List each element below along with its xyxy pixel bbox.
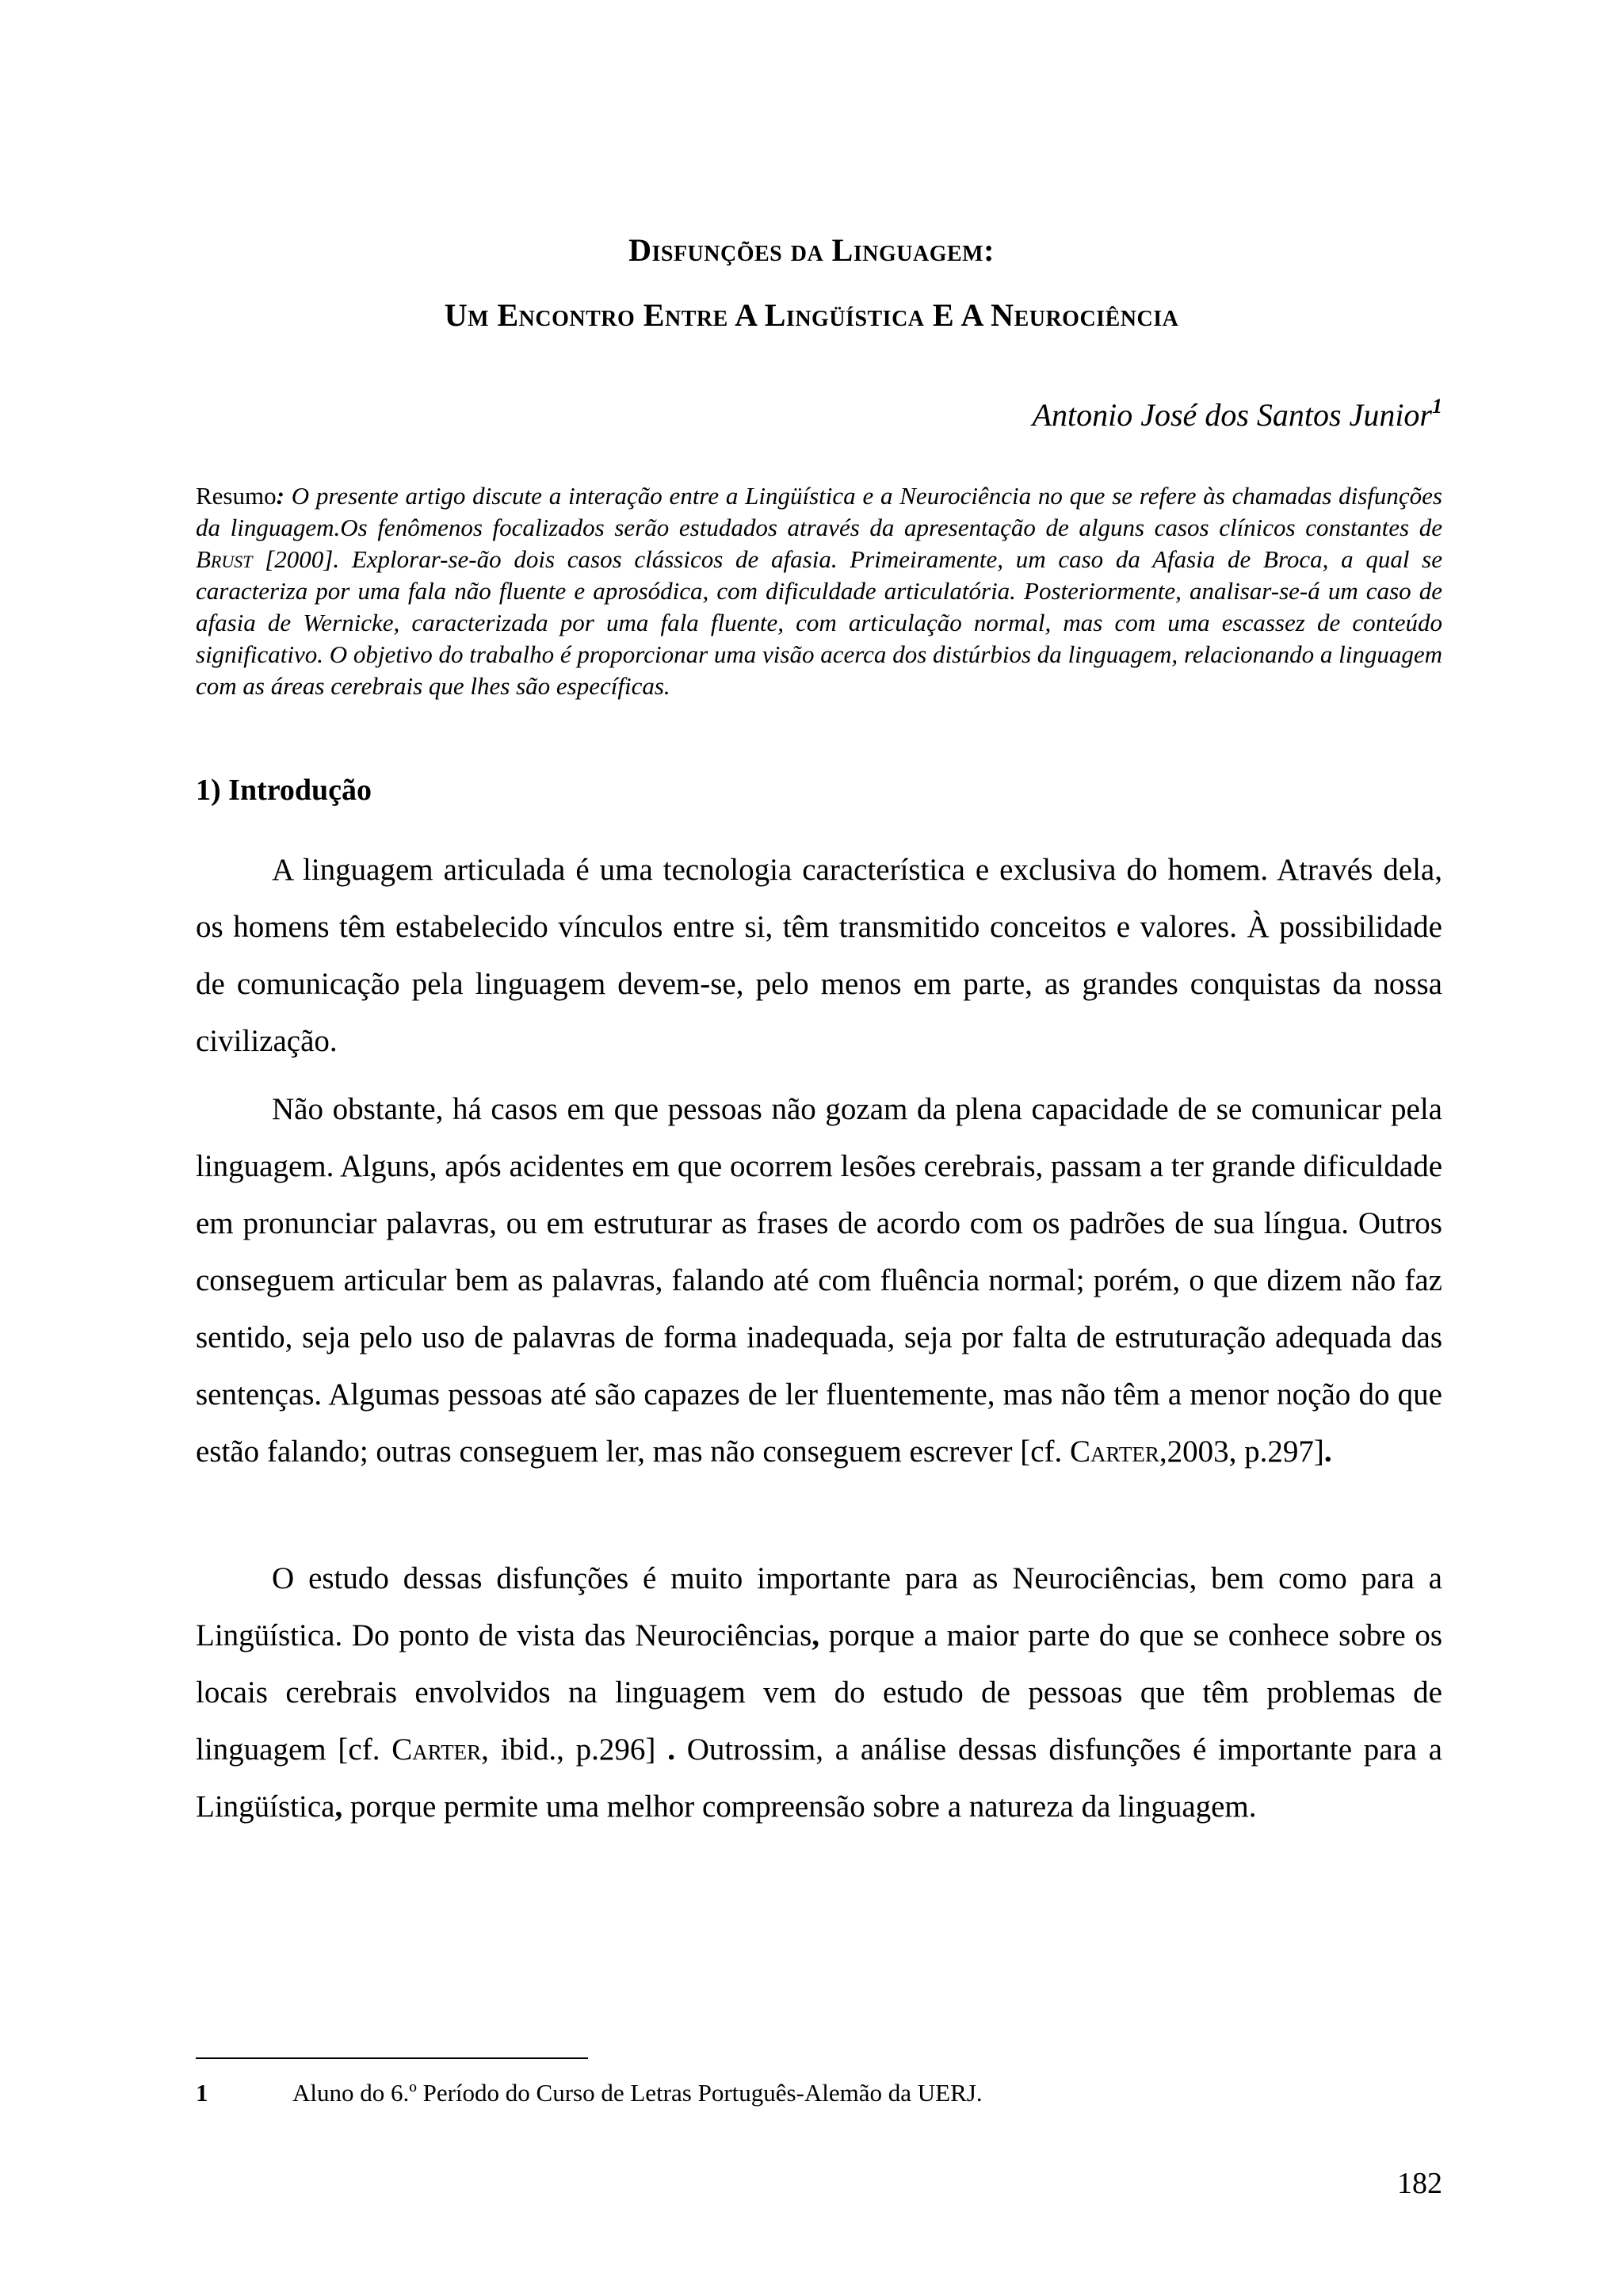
paragraph-3 bbox=[196, 1550, 1442, 1836]
paragraph-2-citation: Carter bbox=[1070, 1435, 1159, 1469]
paragraph-3-citation: Carter bbox=[391, 1733, 482, 1767]
paragraph-3-comma-1: , bbox=[812, 1618, 820, 1652]
abstract-text-a: O presente artigo discute a interação entre a Lingüística e a Neurociência no que se refere às chamadas disfunções da linguagem.Os fenômenos focalizados serão estudados através da apresentação de alguns casos clínicos constantes de bbox=[196, 482, 1442, 541]
paragraph-2-end: . bbox=[1323, 1435, 1332, 1469]
abstract bbox=[196, 480, 1442, 702]
footnote-text: Aluno do 6.º Período do Curso de Letras Português-Alemão da UERJ. bbox=[292, 2079, 983, 2107]
author-name: Antonio José dos Santos Junior bbox=[1032, 397, 1432, 433]
footnote bbox=[196, 2076, 1442, 2110]
abstract-citation: Brust bbox=[196, 545, 253, 573]
paragraph-3-text-c: , ibid., p.296] bbox=[481, 1733, 668, 1767]
page-number: 182 bbox=[1397, 2167, 1442, 2200]
author-footnote-marker: 1 bbox=[1432, 395, 1442, 418]
paragraph-3-text-d: Outrossim, a análise dessas disfunções é importante para a Lingüística bbox=[196, 1733, 1442, 1824]
paragraph-3-dot: . bbox=[667, 1733, 675, 1767]
paragraph-2 bbox=[196, 1081, 1442, 1480]
paragraph-3-text-b: porque a maior parte do que se conhece sobre os locais cerebrais envolvidos na linguagem vem do estudo de pessoas que têm problemas de linguagem [cf. bbox=[196, 1618, 1442, 1767]
author-line bbox=[1033, 395, 1442, 436]
footnote-number: 1 bbox=[196, 2079, 208, 2107]
abstract-text-b: [2000]. Explorar-se-ão dois casos clássicos de afasia. Primeiramente, um caso da Afasia de Broca, a qual se caracteriza por uma fala não fluente e aprosódica, com dificuldade articulatória. Posteriormente, analisar-se-á um caso de afasia de Wernicke, caracterizada por uma fala fluente, com articulação normal, mas com uma escassez de conteúdo significativo. O objetivo do trabalho é proporcionar uma visão acerca dos distúrbios da linguagem, relacionando a linguagem com as áreas cerebrais que lhes são específicas. bbox=[196, 545, 1442, 700]
title-line-2: Um Encontro Entre A Lingüística E A Neurociência bbox=[444, 297, 1179, 333]
paragraph-2-citation-tail: ,2003, p.297] bbox=[1159, 1435, 1324, 1469]
paragraph-1: A linguagem articulada é uma tecnologia característica e exclusiva do homem. Através dela, os homens têm estabelecido vínculos entre si, têm transmitido conceitos e valores. À possibilidade de comunicação pela linguagem devem-se, pelo menos em parte, as grandes conquistas da nossa civilização. bbox=[196, 853, 1442, 1058]
abstract-label: Resumo bbox=[196, 482, 277, 510]
footnote-divider bbox=[196, 2057, 588, 2059]
section-heading: 1) Introdução bbox=[196, 774, 372, 807]
abstract-label-colon: : bbox=[276, 482, 285, 510]
paragraph-2-text: Não obstante, há casos em que pessoas não gozam da plena capacidade de se comunicar pela linguagem. Alguns, após acidentes em que ocorrem lesões cerebrais, passam a ter grande dificuldade em pronunciar palavras, ou em estruturar as frases de acordo com os padrões de sua língua. Outros conseguem articular bem as palavras, falando até com fluência normal; porém, o que dizem não faz sentido, seja pelo uso de palavras de forma inadequada, seja por falta de estruturação adequada das sentenças. Algumas pessoas até são capazes de ler fluentemente, mas não têm a menor noção do que estão falando; outras conseguem ler, mas não conseguem escrever [cf. bbox=[196, 1092, 1442, 1469]
title-line-1: Disfunções da Linguagem: bbox=[628, 232, 995, 268]
paragraph-3-text-a: O estudo dessas disfunções é muito importante para as Neurociências, bem como para a Lingüística. Do ponto de vista das Neurociências bbox=[196, 1561, 1442, 1652]
paragraph-3-text-e: porque permite uma melhor compreensão sobre a natureza da linguagem. bbox=[342, 1790, 1257, 1824]
paragraph-3-comma-2: , bbox=[334, 1790, 343, 1824]
